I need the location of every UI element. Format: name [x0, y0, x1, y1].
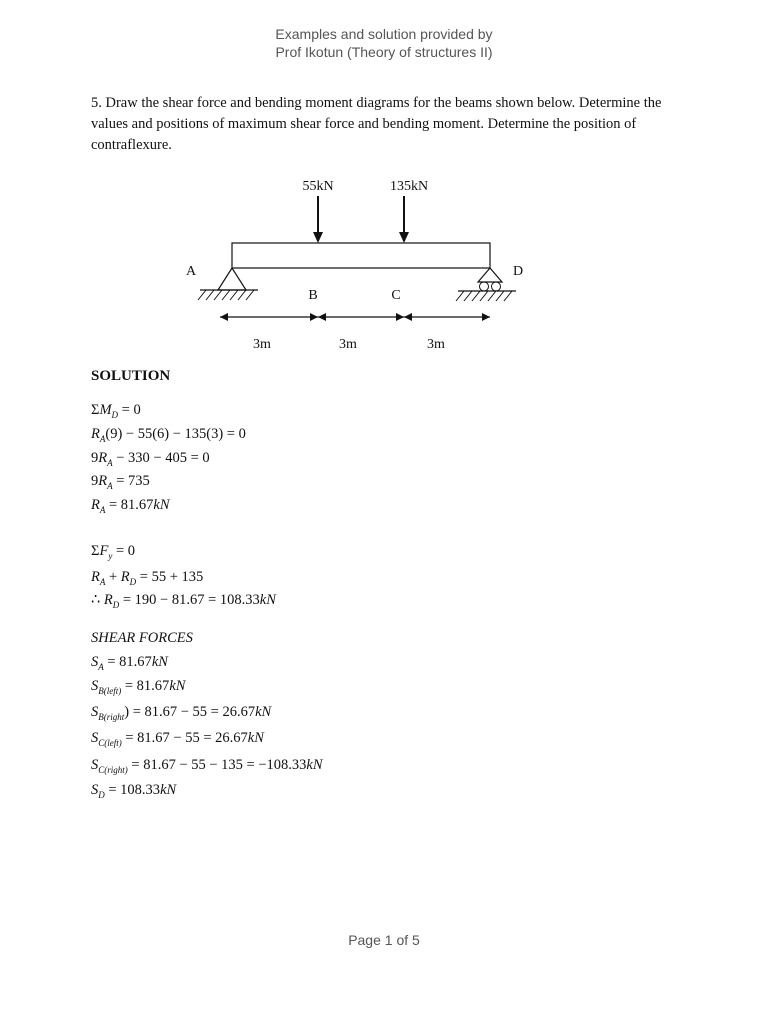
- load-arrow-135: [399, 196, 409, 243]
- equation-moment-expansion: $R_A(9) - 55(6) - 135(3) = 0$: [91, 426, 246, 444]
- load-arrow-55: [313, 196, 323, 243]
- load-135-label: 135kN: [389, 179, 429, 194]
- equation-sb-left: $S_{B(left)} = 81.67kN$: [91, 678, 186, 696]
- equation-rd-result: ∴ $R_D = 190 - 81.67 = 108.33kN$: [91, 592, 276, 610]
- shear-forces-title: SHEAR FORCES: [91, 630, 193, 646]
- header: [0, 25, 768, 61]
- equation-sd: $S_D = 108.33kN$: [91, 782, 177, 800]
- equation-ra-result: $R_A = 81.67kN$: [91, 497, 170, 515]
- label-d: D: [512, 264, 524, 279]
- beam-diagram: [180, 172, 540, 362]
- roller-support-d: [456, 268, 516, 301]
- load-55-label: 55kN: [302, 179, 334, 194]
- span-cd-label: 3m: [427, 337, 445, 352]
- equation-sum-moments: $\Sigma M_D = 0$: [91, 402, 141, 420]
- label-b: B: [308, 288, 318, 303]
- solution-heading: SOLUTION: [91, 368, 171, 384]
- dimension-line: [220, 313, 490, 321]
- beam: [232, 243, 490, 268]
- label-a: A: [185, 264, 197, 279]
- equation-sc-left: $S_{C(left)} = 81.67 - 55 = 26.67kN$: [91, 730, 264, 748]
- equation-sa: $S_A = 81.67kN$: [91, 654, 168, 672]
- label-c: C: [391, 288, 401, 303]
- equation-moment-simplify: $9R_A - 330 - 405 = 0$: [91, 450, 210, 468]
- equation-reactions-sum: $R_A + R_D = 55 + 135$: [91, 569, 204, 587]
- equation-moment-total: $9R_A = 735$: [91, 473, 150, 491]
- equation-sc-right: $S_{C(right)} = 81.67 - 55 - 135 = -108.33kN$: [91, 757, 323, 775]
- problem-statement: 5. Draw the shear force and bending moment diagrams for the beams shown below. Determine the values and positions of maximum shear force and bending moment. Determine the position of contraflexure.: [91, 95, 662, 153]
- span-ab-label: 3m: [253, 337, 271, 352]
- pin-support-a: [198, 268, 258, 300]
- header-line-1: Examples and solution provided by: [275, 26, 493, 42]
- header-line-2: Prof Ikotun (Theory of structures II): [275, 44, 493, 60]
- equation-sb-right: $S_{B(right}) = 81.67 - 55 = 26.67kN$: [91, 704, 272, 722]
- page-number: Page 1 of 5: [348, 932, 420, 948]
- equation-sum-forces: $\Sigma F_y = 0$: [91, 543, 135, 561]
- span-bc-label: 3m: [339, 337, 357, 352]
